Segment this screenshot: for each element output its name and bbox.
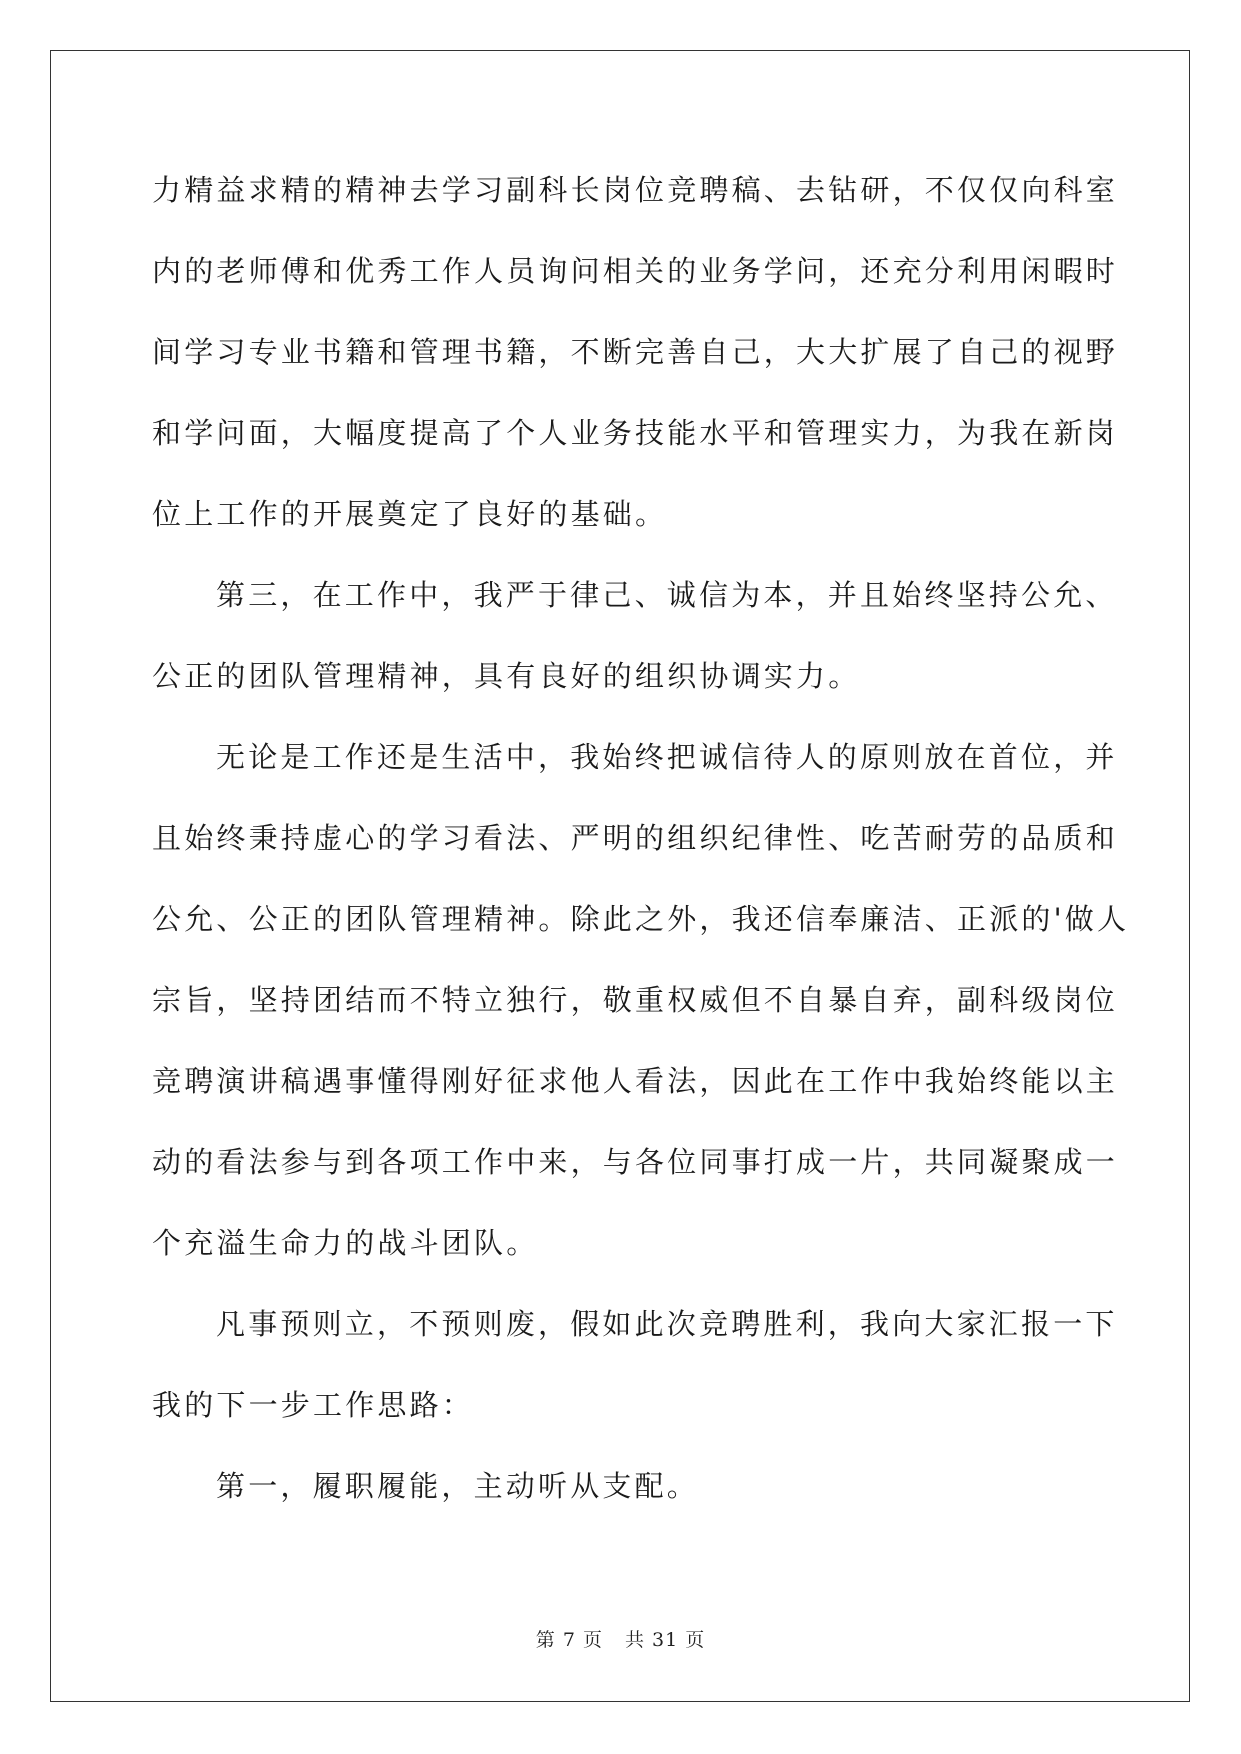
text-line-11: 宗旨，坚持团结而不特立独行，敬重权威但不自暴自弃，副科级岗位 xyxy=(152,983,1119,1017)
text-line-5: 位上工作的开展奠定了良好的基础。 xyxy=(152,497,668,531)
text-line-7: 公正的团队管理精神，具有良好的组织协调实力。 xyxy=(152,659,861,693)
text-line-3: 间学习专业书籍和管理书籍，不断完善自己，大大扩展了自己的视野 xyxy=(152,335,1119,369)
text-line-13: 动的看法参与到各项工作中来，与各位同事打成一片，共同凝聚成一 xyxy=(152,1145,1119,1179)
text-line-16: 我的下一步工作思路： xyxy=(152,1388,475,1422)
text-line-2: 内的老师傅和优秀工作人员询问相关的业务学问，还充分利用闲暇时 xyxy=(152,254,1119,288)
current-page-label: 第 7 页 xyxy=(535,1629,603,1651)
total-pages-label: 共 31 页 xyxy=(624,1629,706,1651)
text-line-17: 第一，履职履能，主动听从支配。 xyxy=(216,1469,700,1503)
text-line-14: 个充溢生命力的战斗团队。 xyxy=(152,1226,539,1260)
text-line-9: 且始终秉持虚心的学习看法、严明的组织纪律性、吃苦耐劳的品质和 xyxy=(152,821,1119,855)
text-line-12: 竞聘演讲稿遇事懂得刚好征求他人看法，因此在工作中我始终能以主 xyxy=(152,1064,1119,1098)
text-line-1: 力精益求精的精神去学习副科长岗位竞聘稿、去钻研，不仅仅向科室 xyxy=(152,173,1119,207)
text-line-8: 无论是工作还是生活中，我始终把诚信待人的原则放在首位，并 xyxy=(216,740,1118,774)
text-line-4: 和学问面，大幅度提高了个人业务技能水平和管理实力，为我在新岗 xyxy=(152,416,1119,450)
text-line-15: 凡事预则立，不预则废，假如此次竞聘胜利，我向大家汇报一下 xyxy=(216,1307,1118,1341)
text-line-10: 公允、公正的团队管理精神。除此之外，我还信奉廉洁、正派的'做人 xyxy=(152,902,1130,936)
text-line-6: 第三，在工作中，我严于律己、诚信为本，并且始终坚持公允、 xyxy=(216,578,1118,612)
document-body xyxy=(152,165,1130,1542)
page-footer xyxy=(0,1625,1241,1652)
